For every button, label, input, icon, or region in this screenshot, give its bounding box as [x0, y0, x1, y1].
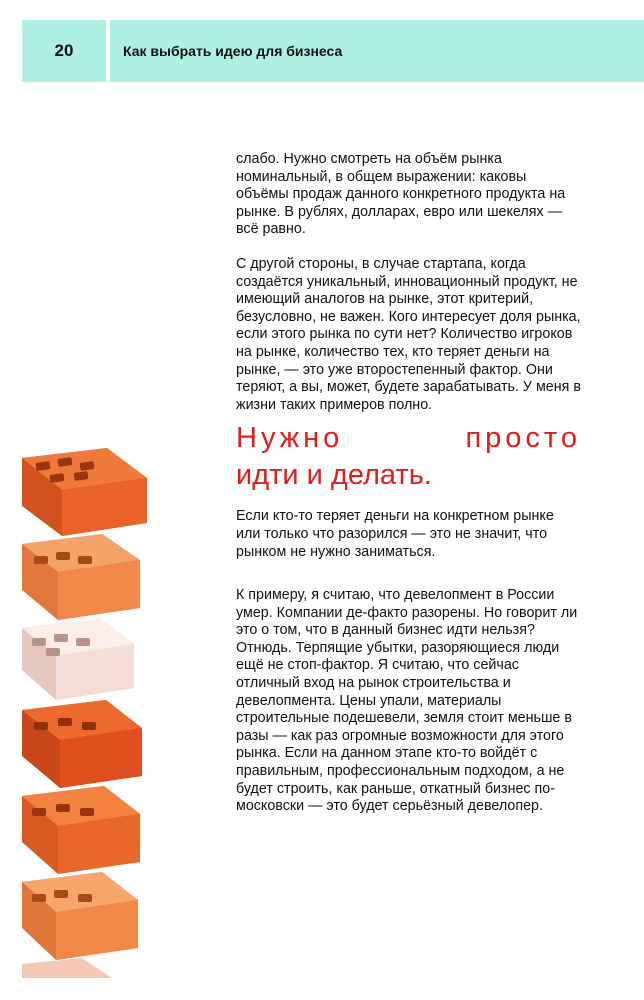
main-text: [236, 151, 581, 816]
brick-2: [22, 534, 140, 620]
paragraph-4: К примеру, я считаю, что девелопмент в России умер. Компании де-факто разорены. Но говорит ли это о том, что в данный бизнес идти нельзя? Отнюдь. Терпящие убытки, разоряющиеся люди ещё не стоп-фактор. Я считаю, что сейчас отличный вход на рынок строительства и девелопмента. Цены упали, материалы строительные подешевели, земля стоит меньше в разы — как раз огромные возможности для этого рынка. Если на данном этапе кто-то войдёт с правильным, профессиональным подходом, а не будет строить, как раньше, откатный бизнес по-московски — это будет серьёзный девелопер.: [236, 587, 578, 815]
pull-quote: [236, 420, 581, 494]
chapter-title: Как выбрать идею для бизнеса: [123, 43, 343, 59]
brick-3: [22, 618, 134, 700]
pull-quote-line-1: [236, 420, 581, 457]
brick-5: [22, 786, 140, 874]
pull-quote-line-2: идти и делать.: [236, 459, 432, 492]
paragraph-1: слабо. Нужно смотреть на объём рынка номинальный, в общем выражении: каковы объёмы продаж данного конкретного продукта на рынке. В рублях, долларах, евро или шекелях — всё равно.: [236, 151, 566, 238]
page-number: 20: [54, 41, 74, 60]
brick-7: [22, 958, 112, 978]
paragraph-2: С другой стороны, в случае стартапа, когда создаётся уникальный, инновационный продукт, не имеющий аналогов на рынке, этот критерий, безусловно, не важен. Кого интересует доля рынка, если этого рынка по сути нет? Количество игроков на рынке, количество тех, кто теряет деньги на рынке, — это уже второстепенный фактор. Они теряют, а вы, может, будете зарабатывать. У меня в жизни таких примеров полно.: [236, 255, 581, 413]
chapter-title-bar: [110, 20, 644, 82]
brick-6: [22, 872, 138, 960]
paragraph-3: Если кто-то теряет деньги на конкретном рынке или только что разорился — это не значит, что рынком не нужно заниматься.: [236, 508, 554, 560]
pull-quote-word-2: просто: [465, 422, 581, 455]
page-number-box: [22, 20, 106, 82]
brick-1: [22, 448, 147, 536]
pull-quote-word-1: Нужно: [236, 422, 344, 455]
brick-4: [22, 700, 142, 788]
brick-stack-icon: [22, 448, 147, 978]
